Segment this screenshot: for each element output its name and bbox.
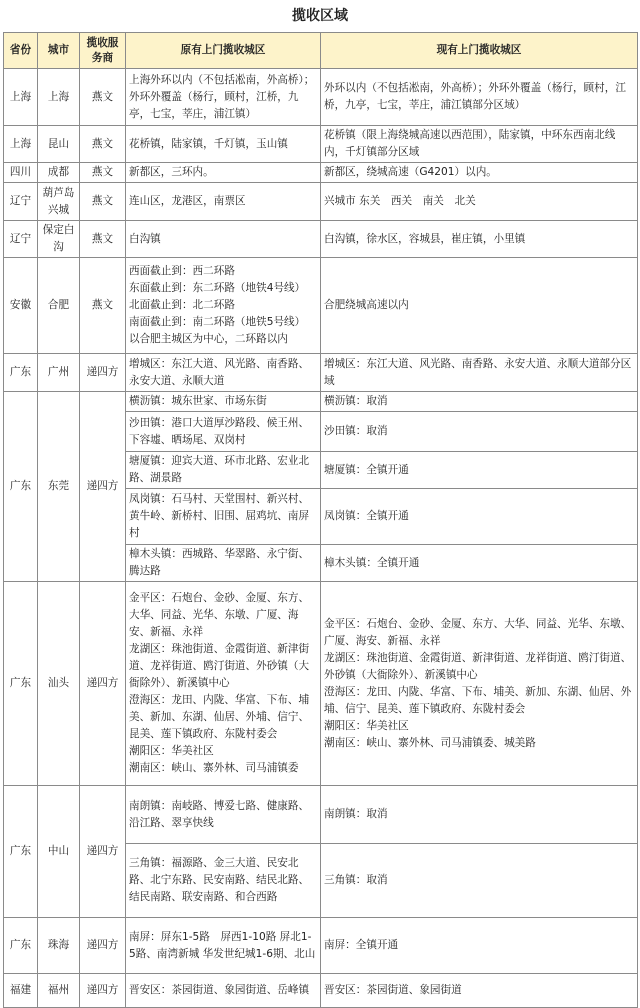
original-area-cell: 樟木头镇：西城路、华翠路、永宁街、腾达路 xyxy=(126,545,321,582)
original-area-cell: 白沟镇 xyxy=(126,221,321,258)
provider-cell: 燕文 xyxy=(80,163,126,183)
current-area-cell: 兴城市 东关 西关 南关 北关 xyxy=(321,183,638,221)
province-cell: 福建 xyxy=(4,974,38,1008)
current-area-cell: 凤岗镇：全镇开通 xyxy=(321,489,638,545)
original-area-cell: 塘厦镇：迎宾大道、环市北路、宏业北路、湖景路 xyxy=(126,452,321,489)
table-row xyxy=(4,126,638,163)
city-cell: 广州 xyxy=(38,354,80,392)
provider-cell: 递四方 xyxy=(80,582,126,786)
current-area-cell: 晋安区：茶园街道、象园街道 xyxy=(321,974,638,1008)
current-area-cell: 樟木头镇：全镇开通 xyxy=(321,545,638,582)
province-cell: 广东 xyxy=(4,582,38,786)
table-row xyxy=(4,582,638,786)
current-area-cell: 沙田镇：取消 xyxy=(321,412,638,452)
provider-cell: 递四方 xyxy=(80,918,126,974)
provider-cell: 递四方 xyxy=(80,354,126,392)
provider-cell: 燕文 xyxy=(80,258,126,354)
provider-cell: 燕文 xyxy=(80,183,126,221)
original-area-cell: 晋安区：茶园街道、象园街道、岳峰镇 xyxy=(126,974,321,1008)
table-row xyxy=(4,974,638,1008)
header-province: 省份 xyxy=(4,33,38,69)
current-area-cell: 横沥镇：取消 xyxy=(321,392,638,412)
province-cell: 广东 xyxy=(4,392,38,582)
province-cell: 上海 xyxy=(4,126,38,163)
current-area-cell: 金平区：石炮台、金砂、金厦、东方、大华、同益、光华、东墩、广厦、海安、新福、永祥 龙湖区：珠池街道、金霞街道、新津街道、龙祥街道、鸥汀街道、外砂镇（大衙除外）、新溪镇中心 澄海区：龙田、内陇、华富、下布、埔美、新加、东湖、仙居、外埔、信宁、昆美、莲下镇政府、东陇村委会 潮阳区：华美社区 潮南区：峡山、寨外林、司马浦镇委、城美路 xyxy=(321,582,638,786)
original-area-cell: 新都区，三环内。 xyxy=(126,163,321,183)
original-area-cell: 西面截止到：西二环路 东面截止到：东二环路（地铁4号线） 北面截止到：北二环路 南面截止到：南二环路（地铁5号线） 以合肥主城区为中心，二环路以内 xyxy=(126,258,321,354)
original-area-cell: 连山区，龙港区，南票区 xyxy=(126,183,321,221)
provider-cell: 燕文 xyxy=(80,221,126,258)
table-row xyxy=(4,163,638,183)
province-cell: 广东 xyxy=(4,918,38,974)
header-original-area: 原有上门揽收城区 xyxy=(126,33,321,69)
table-row xyxy=(4,258,638,354)
current-area-cell: 南屏：全镇开通 xyxy=(321,918,638,974)
city-cell: 福州 xyxy=(38,974,80,1008)
province-cell: 安徽 xyxy=(4,258,38,354)
table-body xyxy=(4,69,638,1008)
province-cell: 上海 xyxy=(4,69,38,126)
city-cell: 东莞 xyxy=(38,392,80,582)
header-provider: 揽收服务商 xyxy=(80,33,126,69)
current-area-cell: 花桥镇（限上海绕城高速以西范围），陆家镇，中环东西南北线内，千灯镇部分区域 xyxy=(321,126,638,163)
province-cell: 辽宁 xyxy=(4,221,38,258)
current-area-cell: 白沟镇，徐水区，容城县，崔庄镇，小里镇 xyxy=(321,221,638,258)
original-area-cell: 花桥镇，陆家镇，千灯镇，玉山镇 xyxy=(126,126,321,163)
original-area-cell: 上海外环以内（不包括凇南，外高桥）；外环外覆盖（杨行，顾村，江桥，九亭，七宝，莘庄，浦江镇） xyxy=(126,69,321,126)
current-area-cell: 塘厦镇：全镇开通 xyxy=(321,452,638,489)
table-header-row xyxy=(4,33,638,69)
province-cell: 广东 xyxy=(4,786,38,918)
current-area-cell: 增城区：东江大道、风光路、南香路、永安大道、永顺大道部分区域 xyxy=(321,354,638,392)
city-cell: 汕头 xyxy=(38,582,80,786)
header-current-area: 现有上门揽收城区 xyxy=(321,33,638,69)
city-cell: 中山 xyxy=(38,786,80,918)
city-cell: 昆山 xyxy=(38,126,80,163)
page-title: 揽收区域 xyxy=(292,8,348,24)
table-row xyxy=(4,354,638,392)
header-city: 城市 xyxy=(38,33,80,69)
original-area-cell: 沙田镇：港口大道厚沙路段、候王州、下容墟、晒场尾、双岗村 xyxy=(126,412,321,452)
city-cell: 成都 xyxy=(38,163,80,183)
city-cell: 合肥 xyxy=(38,258,80,354)
original-area-cell: 金平区：石炮台、金砂、金厦、东方、大华、同益、光华、东墩、广厦、海安、新福、永祥 龙湖区：珠池街道、金霞街道、新津街道、龙祥街道、鸥汀街道、外砂镇（大衙除外）、新溪镇中心 澄海区：龙田、内陇、华富、下布、埔美、新加、东湖、仙居、外埔、信宁、昆美、莲下镇政府、东陇村委会 潮阳区：华美社区 潮南区：峡山、寨外林、司马浦镇委 xyxy=(126,582,321,786)
city-cell: 葫芦岛兴城 xyxy=(38,183,80,221)
original-area-cell: 三角镇：福源路、金三大道、民安北路、北宁东路、民安南路、结民北路、结民南路、联安南路、和合西路 xyxy=(126,844,321,918)
collection-area-table xyxy=(3,32,638,1008)
current-area-cell: 新都区，绕城高速（G4201）以内。 xyxy=(321,163,638,183)
city-cell: 上海 xyxy=(38,69,80,126)
province-cell: 广东 xyxy=(4,354,38,392)
original-area-cell: 南屏：屏东1-5路 屏西1-10路 屏北1-5路、南湾新城 华发世纪城1-6期、北山 xyxy=(126,918,321,974)
table-row xyxy=(4,221,638,258)
provider-cell: 递四方 xyxy=(80,974,126,1008)
table-row xyxy=(4,392,638,412)
current-area-cell: 南朗镇：取消 xyxy=(321,786,638,844)
original-area-cell: 横沥镇：城东世家、市场东街 xyxy=(126,392,321,412)
provider-cell: 递四方 xyxy=(80,786,126,918)
provider-cell: 递四方 xyxy=(80,392,126,582)
original-area-cell: 增城区：东江大道、风光路、南香路、永安大道、永顺大道 xyxy=(126,354,321,392)
table-row xyxy=(4,918,638,974)
province-cell: 辽宁 xyxy=(4,183,38,221)
current-area-cell: 三角镇：取消 xyxy=(321,844,638,918)
city-cell: 保定白沟 xyxy=(38,221,80,258)
table-row xyxy=(4,786,638,844)
city-cell: 珠海 xyxy=(38,918,80,974)
provider-cell: 燕文 xyxy=(80,69,126,126)
current-area-cell: 合肥绕城高速以内 xyxy=(321,258,638,354)
original-area-cell: 南朗镇：南岐路、博爱七路、健康路、沿江路、翠享快线 xyxy=(126,786,321,844)
province-cell: 四川 xyxy=(4,163,38,183)
current-area-cell: 外环以内（不包括凇南，外高桥）；外环外覆盖（杨行，顾村，江桥，九亭，七宝，莘庄，浦江镇部分区域） xyxy=(321,69,638,126)
provider-cell: 燕文 xyxy=(80,126,126,163)
table-row xyxy=(4,69,638,126)
table-row xyxy=(4,183,638,221)
original-area-cell: 凤岗镇：石马村、天堂围村、新兴村、黄牛岭、新桥村、旧围、屈鸡坑、南屏村 xyxy=(126,489,321,545)
